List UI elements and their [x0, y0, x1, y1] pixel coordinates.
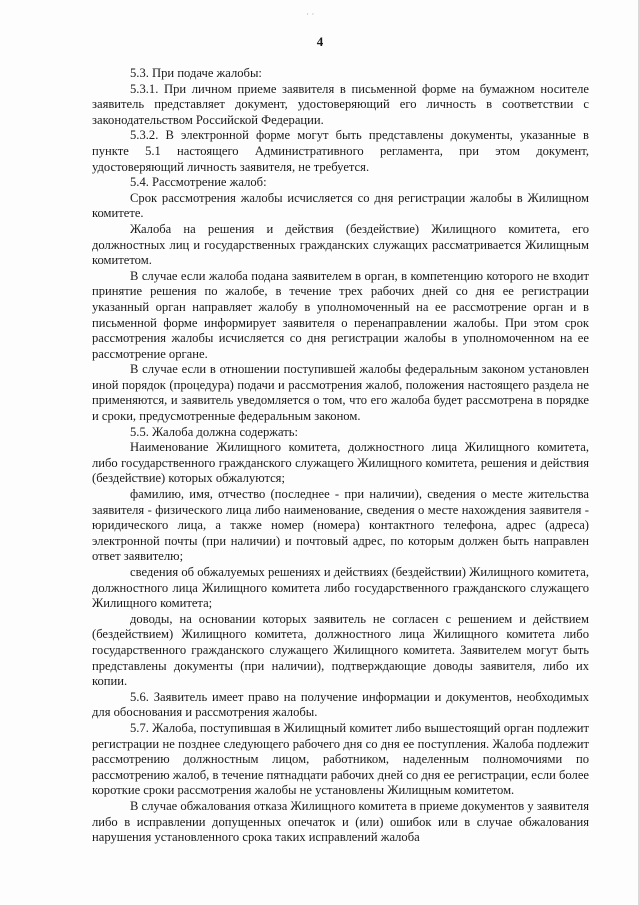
paragraph-federal-law: В случае если в отношении поступившей жалобы федеральным законом установлен иной порядок (процедура) подачи и рассмотрения жалоб, положения настоящего раздела не применяются, и заявитель уведомляется о том, что его жалоба будет рассмотрена в порядке и сроки, предусмотренные федеральным законом. [92, 362, 589, 424]
paragraph-arguments: доводы, на основании которых заявитель не согласен с решением и действием (бездействием) Жилищного комитета, должностного лица Жилищного комитета либо государственного гражданского служащего Жилищного комитета. Заявителем могут быть представлены документы (при наличии), подтверждающие доводы заявителя, либо их копии. [92, 611, 589, 689]
paragraph-redirect: В случае если жалоба подана заявителем в орган, в компетенцию которого не входит принятие решения по жалобе, в течение трех рабочих дней со дня ее регистрации указанный орган направляет жалобу в уполномоченный на ее рассмотрение орган и в письменной форме информирует заявителя о перенаправлении жалобы. При этом срок рассмотрения жалобы исчисляется со дня регистрации жалобы в уполномоченном на ее рассмотрение органе. [92, 268, 589, 361]
paragraph-refusal-appeal: В случае обжалования отказа Жилищного комитета в приеме документов у заявителя либо в исправлении допущенных опечаток и (или) ошибок или в случае обжалования нарушения установленного срока таких исправлений жалоба [92, 798, 589, 845]
paragraph-5-3-2: 5.3.2. В электронной форме могут быть представлены документы, указанные в пункте 5.1 настоящего Административного регламента, при этом документ, удостоверяющий личность заявителя, не требуется. [92, 128, 589, 174]
page-number: 4 [316, 34, 324, 49]
document-body [92, 66, 589, 846]
paragraph-review-body: Жалоба на решения и действия (бездействие) Жилищного комитета, его должностных лиц и государственных гражданских служащих рассматривается Жилищным комитетом. [92, 221, 589, 268]
paragraph-5-6: 5.6. Заявитель имеет право на получение информации и документов, необходимых для обоснования и рассмотрения жалобы. [92, 689, 589, 720]
paragraph-applicant-details: фамилию, имя, отчество (последнее - при наличии), сведения о месте жительства заявителя - физического лица либо наименование, сведения о месте нахождения заявителя - юридического лица, а также номер (номера) контактного телефона, адрес (адреса) электронной почты (при наличии) и почтовый адрес, по которым должен быть направлен ответ заявителю; [92, 487, 589, 564]
scan-artifact: ʹ ʹ [307, 12, 315, 20]
paragraph-5-3-1: 5.3.1. При личном приеме заявителя в письменной форме на бумажном носителе заявитель представляет документ, удостоверяющий его личность в соответствии с законодательством Российской Федерации. [92, 81, 589, 127]
paragraph-appealed-decisions: сведения об обжалуемых решениях и действиях (бездействии) Жилищного комитета, должностного лица Жилищного комитета либо государственного гражданского служащего Жилищного комитета; [92, 565, 589, 611]
paragraph-5-7: 5.7. Жалоба, поступившая в Жилищный комитет либо вышестоящий орган подлежит регистрации не позднее следующего рабочего дня со дня ее поступления. Жалоба подлежит рассмотрению должностным лицом, работником, наделенным полномочиями по рассмотрению жалоб, в течение пятнадцати рабочих дней со дня ее регистрации, если более короткие сроки рассмотрения жалобы не установлены Жилищным комитетом. [92, 720, 589, 798]
paragraph-name-requirement: Наименование Жилищного комитета, должностного лица Жилищного комитета, либо государственного гражданского служащего Жилищного комитета, решения и действия (бездействие) которых обжалуются; [92, 440, 589, 486]
paragraph-5-4: 5.4. Рассмотрение жалоб: [130, 175, 267, 190]
paragraph-5-3: 5.3. При подаче жалобы: [130, 66, 262, 80]
paragraph-5-5: 5.5. Жалоба должна содержать: [130, 424, 298, 439]
paragraph-review-term: Срок рассмотрения жалобы исчисляется со дня регистрации жалобы в Жилищном комитете. [92, 190, 589, 221]
